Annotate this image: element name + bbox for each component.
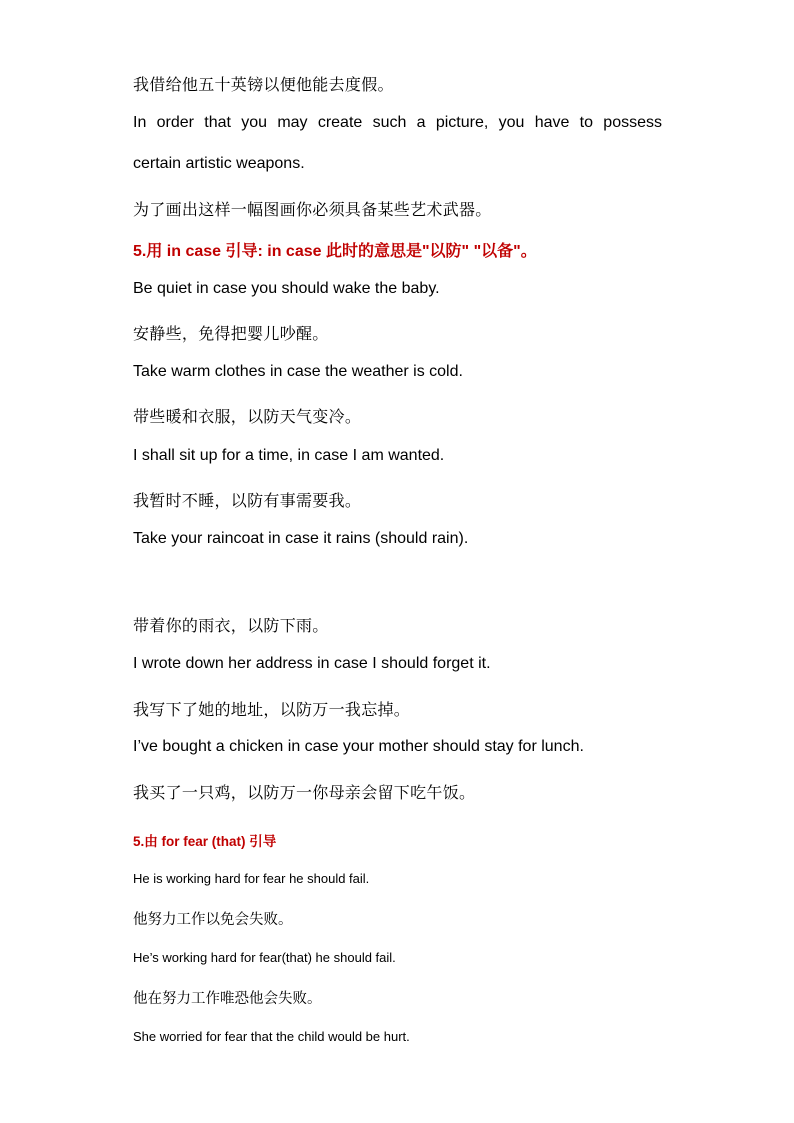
chinese-translation-line: 带些暖和衣服，以防天气变冷。 [133, 407, 362, 426]
chinese-translation-line: 他在努力工作唯恐他会失败。 [133, 991, 322, 1007]
english-example-line: I shall sit up for a time, in case I am wanted. [133, 447, 445, 464]
english-example-line-continued: certain artistic weapons. [133, 155, 305, 172]
english-example-line: Take warm clothes in case the weather is cold. [133, 363, 463, 380]
chinese-translation-line: 我借给他五十英镑以便他能去度假。 [133, 75, 394, 94]
english-example-line: I wrote down her address in case I should forget it. [133, 655, 491, 672]
english-example-line: I’ve bought a chicken in case your mother should stay for lunch. [133, 738, 584, 755]
english-example-line: In order that you may create such a picture, you have to possess [133, 114, 662, 131]
section-heading-in-case: 5.用 in case 引导: in case 此时的意思是"以防" "以备"。 [133, 243, 537, 260]
chinese-translation-line: 我买了一只鸡，以防万一你母亲会留下吃午饭。 [133, 783, 476, 802]
chinese-translation-line: 安静些，免得把婴儿吵醒。 [133, 324, 329, 343]
english-example-line: He is working hard for fear he should fail. [133, 871, 370, 886]
chinese-translation-line: 他努力工作以免会失败。 [133, 912, 293, 928]
chinese-translation-line: 为了画出这样一幅图画你必须具备某些艺术武器。 [133, 200, 492, 219]
section-heading-for-fear: 5.由 for fear (that) 引导 [133, 834, 277, 849]
english-example-line: He’s working hard for fear(that) he should fail. [133, 950, 396, 965]
chinese-translation-line: 带着你的雨衣，以防下雨。 [133, 616, 329, 635]
english-example-line: She worried for fear that the child would be hurt. [133, 1029, 410, 1044]
chinese-translation-line: 我写下了她的地址，以防万一我忘掉。 [133, 700, 411, 719]
english-example-line: Be quiet in case you should wake the baby. [133, 280, 440, 297]
english-example-line: Take your raincoat in case it rains (should rain). [133, 530, 469, 547]
chinese-translation-line: 我暂时不睡，以防有事需要我。 [133, 491, 362, 510]
